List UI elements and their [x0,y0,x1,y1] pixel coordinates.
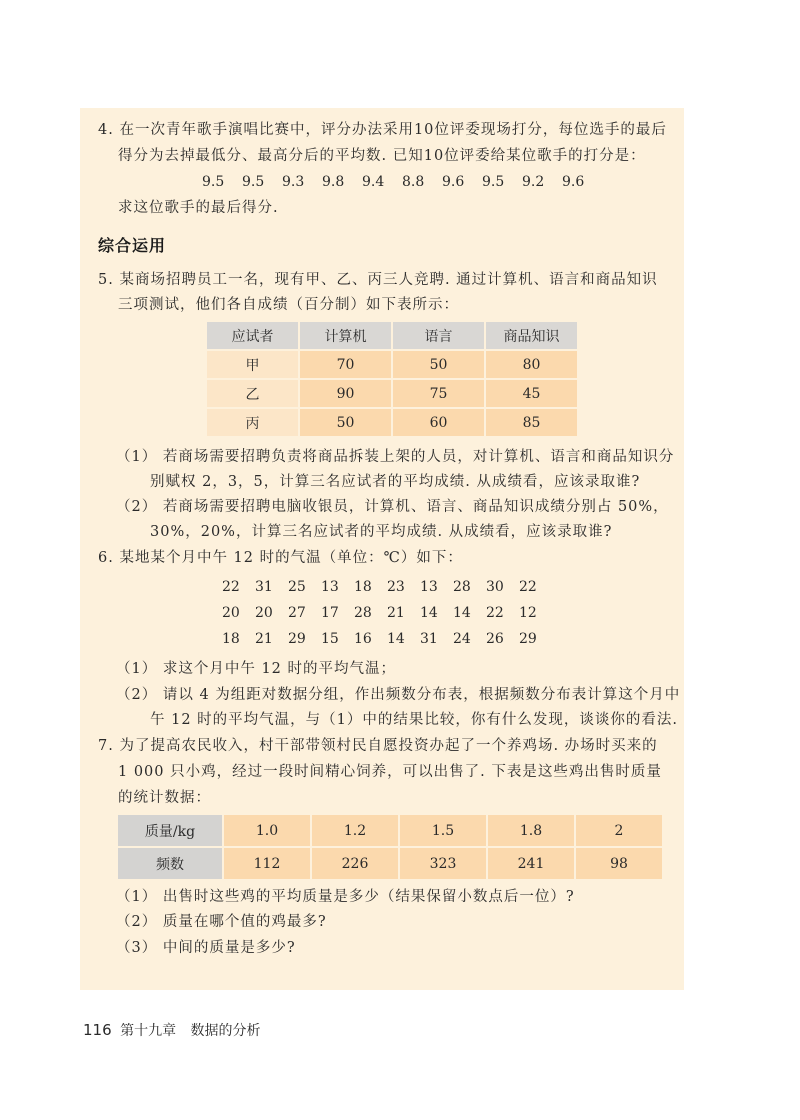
temp-value: 28 [354,605,372,621]
q5-sub2-line-1: （2） 若商场需要招聘电脑收银员，计算机、语言、商品知识成绩分别占 50%， [116,499,669,515]
scores-table [205,320,579,438]
table-cell: 90 [299,379,392,408]
temp-value: 27 [288,605,306,621]
score: 9.5 [202,174,225,190]
table-cell: 甲 [206,350,299,379]
table-header-cell: 语言 [392,321,485,350]
temp-value: 20 [222,605,240,621]
q5-sub1-line-2: 别赋权 2，3，5，计算三名应试者的平均成绩. 从成绩看，应该录取谁? [150,474,641,490]
temp-value: 12 [519,605,537,621]
row-label: 频数 [117,847,223,880]
table-header-cell: 计算机 [299,321,392,350]
table-header-row [206,321,578,350]
temp-value: 28 [453,579,471,595]
table-cell: 75 [392,379,485,408]
page-number: 116 [83,1021,112,1039]
score: 9.4 [362,174,385,190]
table-cell: 50 [392,350,485,379]
table-cell: 1.2 [311,814,399,847]
row-label: 质量/kg [117,814,223,847]
table-cell: 45 [485,379,578,408]
table-cell: 60 [392,408,485,437]
temps-row [222,577,552,597]
score: 8.8 [402,174,425,190]
temp-value: 24 [453,631,471,647]
q7-line-1: 7. 为了提高农民收入，村干部带领村民自愿投资办起了一个养鸡场. 办场时买来的 [98,738,658,754]
temp-value: 29 [288,631,306,647]
q4-line-1: 4. 在一次青年歌手演唱比赛中，评分办法采用10位评委现场打分，每位选手的最后 [98,122,667,138]
q7-sub1: （1） 出售时这些鸡的平均质量是多少（结果保留小数点后一位）? [116,889,575,905]
temps-row [222,629,552,649]
table-cell: 112 [223,847,311,880]
table-cell: 1.0 [223,814,311,847]
temp-value: 14 [420,605,438,621]
q4-line-3: 求这位歌手的最后得分. [118,200,279,216]
table-cell: 1.5 [399,814,487,847]
table-cell: 98 [575,847,663,880]
temp-value: 21 [255,631,273,647]
table-cell: 241 [487,847,575,880]
table-cell: 50 [299,408,392,437]
q5-line-2: 三项测试，他们各自成绩（百分制）如下表所示： [118,297,459,313]
temp-value: 26 [486,631,504,647]
temp-value: 21 [387,605,405,621]
temp-value: 17 [321,605,339,621]
temp-value: 14 [453,605,471,621]
q5-line-1: 5. 某商场招聘员工一名，现有甲、乙、丙三人竞聘. 通过计算机、语言和商品知识 [98,272,658,288]
score: 9.5 [242,174,265,190]
table-row [206,350,578,379]
table-cell: 1.8 [487,814,575,847]
q5-sub1-line-1: （1） 若商场需要招聘负责将商品拆装上架的人员，对计算机、语言和商品知识分 [116,449,675,465]
table-header-cell: 应试者 [206,321,299,350]
table-row [117,847,663,880]
table-cell: 85 [485,408,578,437]
table-cell: 226 [311,847,399,880]
temp-value: 23 [387,579,405,595]
score: 9.8 [322,174,345,190]
q6-sub1: （1） 求这个月中午 12 时的平均气温； [116,661,397,677]
q6-line-1: 6. 某地某个月中午 12 时的气温（单位：℃）如下： [98,550,463,566]
table-cell: 丙 [206,408,299,437]
temp-value: 18 [354,579,372,595]
q4-line-2: 得分为去掉最低分、最高分后的平均数. 已知10位评委给某位歌手的打分是： [118,148,646,164]
q7-line-3: 的统计数据： [118,790,211,806]
temp-value: 16 [354,631,372,647]
score: 9.3 [282,174,305,190]
temp-value: 15 [321,631,339,647]
temp-value: 13 [321,579,339,595]
chapter-title: 数据的分析 [190,1023,261,1039]
score: 9.5 [482,174,505,190]
section-title: 综合运用 [98,236,167,255]
q6-sub2-line-2: 午 12 时的平均气温，与（1）中的结果比较，你有什么发现，谈谈你的看法. [150,712,679,728]
temp-value: 22 [486,605,504,621]
q7-sub2: （2） 质量在哪个值的鸡最多? [116,914,327,930]
temp-value: 29 [519,631,537,647]
temps-row [222,603,552,623]
temp-value: 31 [255,579,273,595]
temp-value: 18 [222,631,240,647]
table-cell: 2 [575,814,663,847]
score: 9.6 [442,174,465,190]
q5-sub2-line-2: 30%，20%，计算三名应试者的平均成绩. 从成绩看，应该录取谁? [150,524,613,540]
table-row [206,379,578,408]
temp-value: 13 [420,579,438,595]
temp-value: 14 [387,631,405,647]
temp-value: 20 [255,605,273,621]
q7-sub3: （3） 中间的质量是多少? [116,940,296,956]
q7-line-2: 1 000 只小鸡，经过一段时间精心饲养，可以出售了. 下表是这些鸡出售时质量 [118,764,662,780]
page-footer [83,1020,261,1040]
temp-value: 22 [222,579,240,595]
weight-frequency-table [116,813,664,881]
table-cell: 70 [299,350,392,379]
q6-sub2-line-1: （2） 请以 4 为组距对数据分组，作出频数分布表，根据频数分布表计算这个月中 [116,687,681,703]
q4-scores [202,172,602,192]
table-header-cell: 商品知识 [485,321,578,350]
temp-value: 30 [486,579,504,595]
temp-value: 31 [420,631,438,647]
temp-value: 22 [519,579,537,595]
table-cell: 乙 [206,379,299,408]
temp-value: 25 [288,579,306,595]
table-cell: 80 [485,350,578,379]
table-row [206,408,578,437]
score: 9.6 [562,174,585,190]
table-row [117,814,663,847]
score: 9.2 [522,174,545,190]
chapter-label: 第十九章 [120,1023,177,1039]
table-cell: 323 [399,847,487,880]
